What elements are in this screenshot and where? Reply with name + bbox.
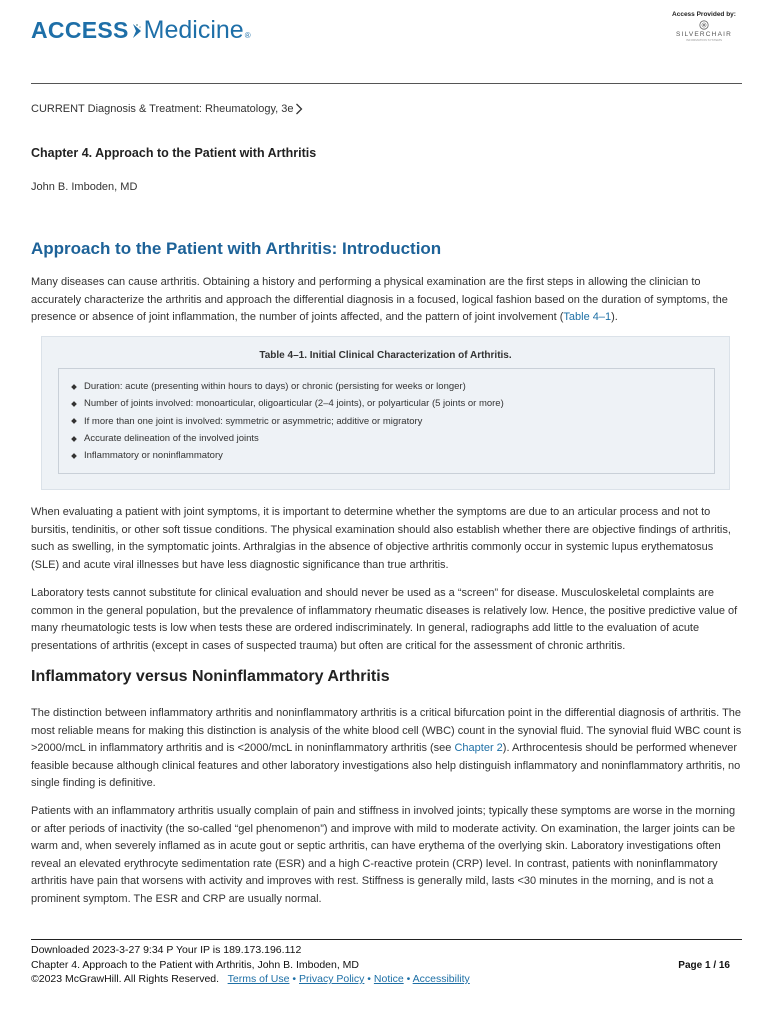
article-content xyxy=(31,101,742,905)
list-item-text: Inflammatory or noninflammatory xyxy=(84,450,223,462)
paragraph-joint-symptoms: When evaluating a patient with joint symptoms, it is important to determine whether the symptoms are due to an articular process and not to bursitis, tendinitis, or other soft tissue conditions. The physical examination should also establish whether there are objective findings of arthritis, such as swelling, in the symptomatic joints. Arthralgias in the absence of objective arthritis commonly occur in systemic lupus erythematosus (SLE) and acute viral illnesses but have less diagnostic significance than true arthritis. xyxy=(31,506,731,571)
paragraph-text-end: ). Arthrocentesis should be performed whenever feasible because although clinical features and other laboratory investigations also help distinguish inflammatory and noninflammatory arthritis, no single finding is definitive. xyxy=(31,742,741,789)
accessibility-link[interactable]: Accessibility xyxy=(412,973,470,985)
footer xyxy=(31,944,742,988)
author: John B. Imboden, MD xyxy=(31,181,138,193)
list-item-text: Number of joints involved: monoarticular, oligoarticular (2–4 joints), or polyarticular (5 joints or more) xyxy=(84,398,504,410)
download-info: Downloaded 2023-3-27 9:34 P Your IP is 189.173.196.112 xyxy=(31,944,302,956)
diamond-bullet-icon xyxy=(71,436,77,442)
provider-subtitle: INFORMATION SYSTEMS xyxy=(686,38,722,42)
table-list xyxy=(72,378,504,464)
provided-label: Access Provided by: xyxy=(672,11,736,18)
paragraph-inflammatory-symptoms: Patients with an inflammatory arthritis usually complain of pain and stiffness in involved joints; typically these symptoms are worse in the morning or after periods of inactivity (the so-called “gel phenomenon”) and improve with mild to moderate activity. On examination, the larger joints can be warm and, when severely inflamed as in acute gout or septic arthritis, can have erythema of the overlying skin. Laboratory investigations often reveal an elevated erythrocyte sedimentation rate (ESR) and a high C-reactive protein (CRP) level. In contrast, patients with noninflammatory arthritis have pain that worsens with activity and improves with rest. Stiffness is generally mild, lasts <30 minutes in the morning, and is not a prominent symptom. The ESR and CRP are usually normal. xyxy=(31,805,736,905)
header xyxy=(0,0,768,84)
chevron-right-icon[interactable] xyxy=(295,103,303,115)
logo-arrow-icon xyxy=(131,23,143,44)
terms-of-use-link[interactable]: Terms of Use xyxy=(227,973,290,985)
diamond-bullet-icon xyxy=(71,453,77,459)
notice-link[interactable]: Notice xyxy=(373,973,404,985)
table-body xyxy=(58,368,715,474)
section-heading-inflammatory: Inflammatory versus Noninflammatory Arthritis xyxy=(31,668,390,685)
list-item xyxy=(72,395,504,412)
diamond-bullet-icon xyxy=(71,418,77,424)
paragraph-text: The distinction between inflammatory arthritis and noninflammatory arthritis is a critical bifurcation point in the differential diagnosis of arthritis. The most reliable means for making this distinction is analysis of the white blood cell (WBC) count in the synovial fluid. The synovial fluid WBC count is >2000/mcL in inflammatory arthritis and is <2000/mcL in noninflammatory arthritis (see xyxy=(31,707,742,754)
separator: • xyxy=(292,973,297,985)
header-divider xyxy=(31,83,742,84)
list-item xyxy=(72,378,504,395)
list-item-text: If more than one joint is involved: symmetric or asymmetric; additive or migratory xyxy=(84,415,423,427)
section-heading-introduction: Approach to the Patient with Arthritis: Introduction xyxy=(31,239,442,258)
paragraph-introduction xyxy=(31,274,742,327)
diamond-bullet-icon xyxy=(71,384,77,390)
table-4-1 xyxy=(41,336,730,490)
table-4-1-link[interactable]: Table 4–1 xyxy=(563,311,612,323)
privacy-policy-link[interactable]: Privacy Policy xyxy=(299,973,365,985)
logo-registered-mark: ® xyxy=(244,31,251,40)
list-item xyxy=(72,447,504,464)
chapter-title: Chapter 4. Approach to the Patient with Arthritis xyxy=(31,146,317,160)
copyright: ©2023 McGrawHill. All Rights Reserved. xyxy=(31,973,220,985)
footer-divider xyxy=(31,939,742,940)
paragraph-text: Many diseases can cause arthritis. Obtaining a history and performing a physical examination are the first steps in allowing the clinician to accurately characterize the arthritis and approach the differential diagnosis in a focused, logical fashion based on the duration of symptoms, the presence or absence of joint inflammation, the number of joints affected, and the pattern of joint involvement ( xyxy=(31,276,728,323)
table-caption: Table 4–1. Initial Clinical Characterization of Arthritis. xyxy=(259,350,512,361)
provider-name: SILVERCHAIR xyxy=(675,31,733,38)
accessmedicine-logo[interactable] xyxy=(31,16,251,45)
access-provided-by xyxy=(668,11,740,42)
citation: Chapter 4. Approach to the Patient with Arthritis, John B. Imboden, MD xyxy=(31,958,360,971)
list-item xyxy=(72,430,504,447)
paragraph-laboratory-tests: Laboratory tests cannot substitute for clinical evaluation and should never be used as a “screen” for disease. Musculoskeletal complaints are common in the general population, but the prevalence of inflammatory rheumatic diseases is relatively low. Hence, the positive predictive value of many rheumatologic tests is low when tests these are ordered indiscriminately. In general, radiographs add little to the evaluation of acute presentations of arthritis (except in cases of suspected trauma) but often are critical for the assessment of chronic arthritis. xyxy=(31,587,738,652)
page-number: Page 1 / 16 xyxy=(678,960,730,971)
separator: • xyxy=(367,973,371,985)
list-item-text: Accurate delineation of the involved joints xyxy=(84,433,259,445)
separator: • xyxy=(406,973,411,985)
list-item xyxy=(72,413,504,430)
logo-access-text: ACCESS xyxy=(31,17,129,43)
logo-medicine-text: Medicine xyxy=(143,16,244,44)
footer-links-row xyxy=(31,973,742,988)
diamond-bullet-icon xyxy=(71,401,77,407)
breadcrumb[interactable] xyxy=(31,101,742,117)
list-item-text: Duration: acute (presenting within hours to days) or chronic (persisting for weeks or longer) xyxy=(84,381,466,393)
paragraph-distinction xyxy=(31,705,742,793)
chapter-2-link[interactable]: Chapter 2 xyxy=(454,742,503,754)
breadcrumb-book[interactable]: CURRENT Diagnosis & Treatment: Rheumatology, 3e xyxy=(31,103,294,115)
paragraph-text-end: ). xyxy=(611,311,618,323)
silverchair-logo-icon xyxy=(699,20,709,30)
